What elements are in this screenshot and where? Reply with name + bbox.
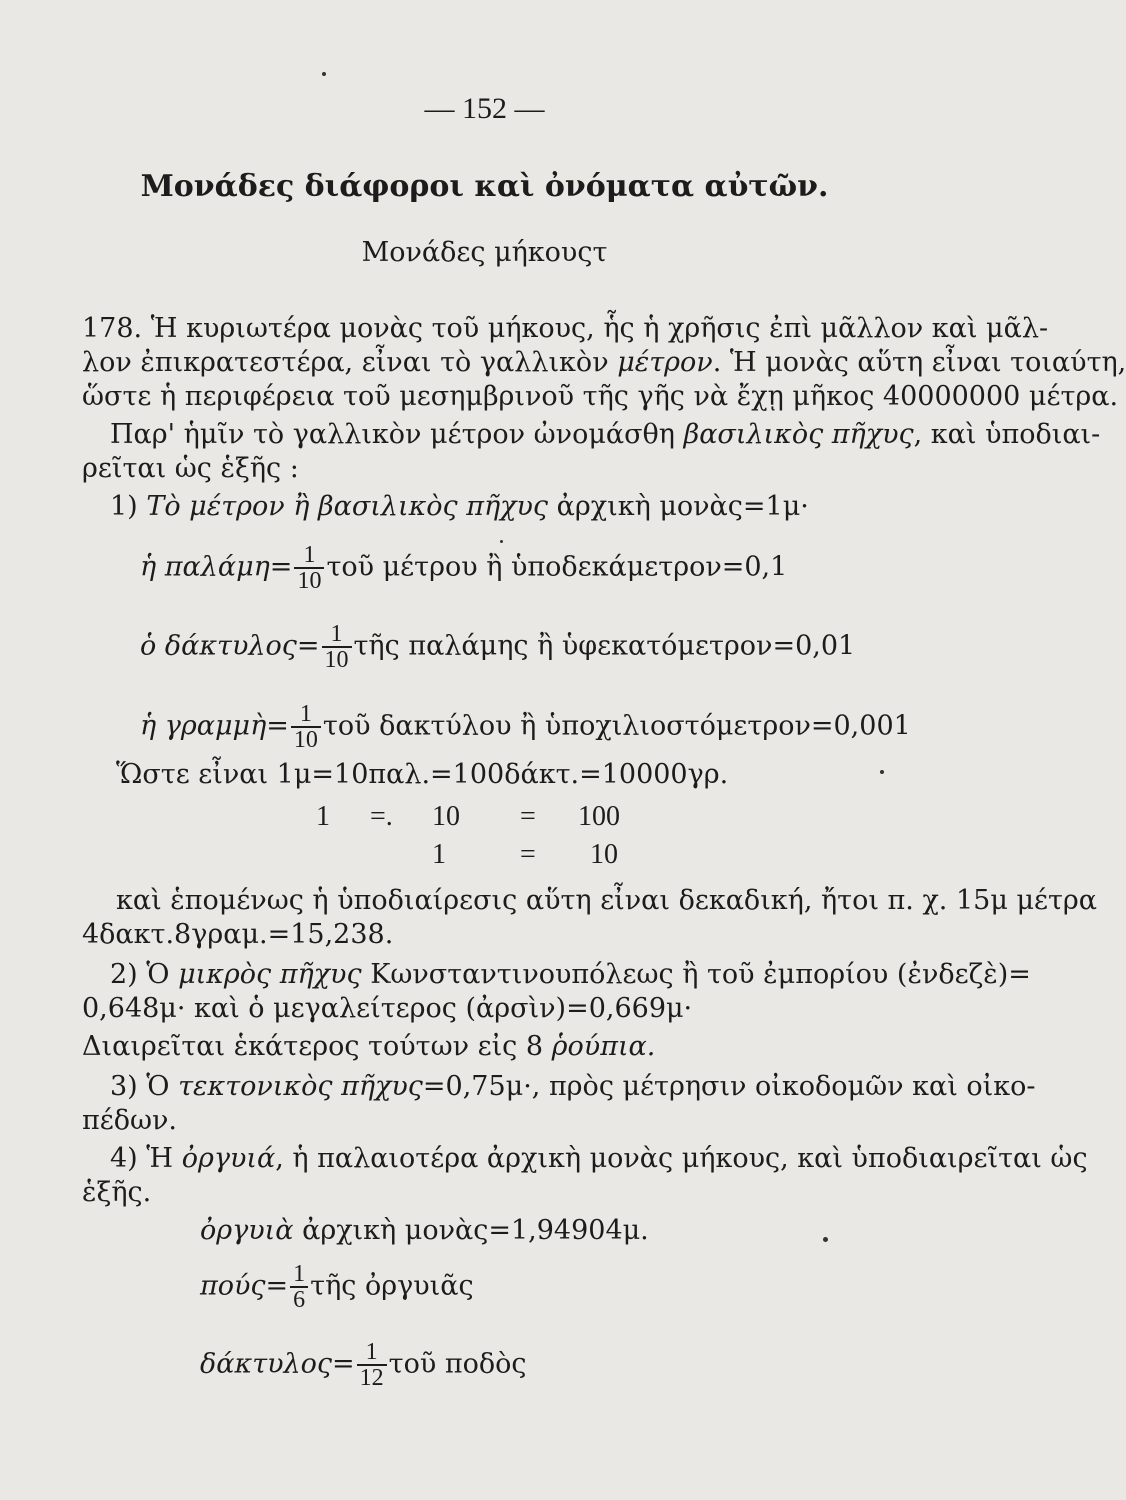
pous-equation (200, 1262, 474, 1312)
pous-rhs: τῆς ὀργυιᾶς (310, 1270, 474, 1302)
par-text: Παρ' ἡμῖν τὸ γαλλικὸν μέτρον ὠνομάσθη (110, 419, 675, 450)
daktylos2-lhs: δάκτυλος= (200, 1348, 355, 1380)
daktylos-equation (140, 622, 855, 672)
table-r1-c4: = (520, 801, 536, 832)
p178-line-2 (82, 346, 1126, 380)
par-line-2: ρεῖται ὡς ἑξῆς : (82, 453, 299, 484)
palami-rhs: τοῦ μέτρου ἢ ὑποδεκάμετρον=0,1 (326, 551, 788, 583)
item3-line-2: πέδων. (82, 1105, 178, 1136)
item4-line-2: ἑξῆς. (82, 1177, 152, 1208)
table-r2-c2: = (520, 839, 536, 870)
palami-denominator: 10 (294, 567, 324, 593)
palami-lhs: ἡ παλάμη= (140, 551, 293, 583)
item1-value: ἀρχικὴ μονὰς=1μ· (556, 491, 809, 522)
table-r1-c2: =. (370, 801, 393, 832)
p178-line-1: 178. Ἡ κυριωτέρα μονὰς τοῦ μήκους, ἧς ἡ χρῆσις ἐπὶ μᾶλλον καὶ μᾶλ- (82, 313, 1049, 344)
daktylos-numerator: 1 (330, 621, 343, 647)
pous-lhs: πούς= (200, 1270, 289, 1302)
item1-number: 1) (110, 491, 138, 522)
scan-speck (500, 540, 503, 543)
p178-text: λον ἐπικρατεστέρα, εἶναι τὸ γαλλικὸν (82, 347, 609, 378)
item4-line-1 (110, 1142, 1088, 1176)
item3-text: =0,75μ·, πρὸς μέτρησιν οἰκοδομῶν καὶ οἰκο- (422, 1071, 1036, 1102)
palami-fraction (294, 543, 324, 593)
daktylos2-denominator: 12 (357, 1364, 387, 1390)
item2-text-3: Διαιρεῖται ἑκάτερος τούτων εἰς 8 (82, 1031, 544, 1062)
daktylos2-fraction (357, 1340, 387, 1390)
par-term-pichys: βασιλικὸς πῆχυς (683, 419, 914, 450)
grammi-rhs: τοῦ δακτύλου ἢ ὑποχιλιοστόμετρον=0,001 (322, 710, 911, 742)
grammi-equation (140, 702, 911, 752)
par-line-1 (110, 418, 1101, 452)
grammi-lhs: ἡ γραμμὴ= (140, 710, 289, 742)
table-r1-c5: 100 (578, 801, 620, 832)
item2-term: μικρὸς πῆχυς (178, 959, 362, 990)
item1-term: Τὸ μέτρον ἢ βασιλικὸς πῆχυς (146, 491, 549, 522)
item2-number: 2) Ὁ (110, 959, 170, 990)
daktylos2-rhs: τοῦ ποδὸς (388, 1348, 527, 1380)
orgyia-term: ὀργυιὰ (200, 1215, 294, 1246)
kai-line-2: 4δακτ.8γραμ.=15,238. (82, 919, 394, 950)
item2-term-roupia: ῥούπια. (551, 1031, 656, 1062)
scan-speck (880, 770, 884, 774)
palami-equation (140, 543, 787, 593)
item2-line-1 (110, 958, 1031, 992)
scan-speck (322, 72, 326, 76)
section-title: Μονάδες διάφοροι καὶ ὀνόματα αὐτῶν. (140, 169, 829, 204)
pous-numerator: 1 (293, 1261, 306, 1287)
item4-text: , ἡ παλαιοτέρα ἀρχικὴ μονὰς μήκους, καὶ ὑποδιαιρεῖται ὡς (275, 1143, 1088, 1174)
pous-denominator: 6 (290, 1286, 308, 1312)
equivalence-line: Ὥστε εἶναι 1μ=10παλ.=100δάκτ.=10000γρ. (116, 759, 729, 790)
table-r2-c3: 10 (590, 839, 618, 870)
daktylos-fraction (322, 622, 352, 672)
daktylos2-equation (200, 1340, 527, 1390)
orgyia-value: ἀρχικὴ μονὰς=1,94904μ. (302, 1215, 649, 1246)
pous-fraction (290, 1262, 308, 1312)
par-text-2: , καὶ ὑποδιαι- (913, 419, 1101, 450)
p178-text-2: . Ἡ μονὰς αὕτη εἶναι τοιαύτη, (712, 347, 1126, 378)
item3-term: τεκτονικὸς πῆχυς (178, 1071, 423, 1102)
p178-term-metron: μέτρον (617, 347, 713, 378)
table-r1-c3: 10 (432, 801, 460, 832)
item2-text: Κωνσταντινουπόλεως ἢ τοῦ ἐμπορίου (ἐνδεζὲ)= (370, 959, 1031, 990)
item4-term: ὀργυιά (181, 1143, 276, 1174)
item2-line-2: 0,648μ· καὶ ὁ μεγαλείτερος (ἀρσὶν)=0,669μ· (82, 993, 693, 1024)
kai-line-1: καὶ ἑπομένως ἡ ὑποδιαίρεσις αὕτη εἶναι δεκαδική, ἤτοι π. χ. 15μ μέτρα (116, 885, 1098, 916)
daktylos-rhs: τῆς παλάμης ἢ ὑφεκατόμετρον=0,01 (353, 630, 856, 662)
grammi-fraction (291, 702, 321, 752)
grammi-denominator: 10 (291, 726, 321, 752)
item2-line-3 (82, 1030, 655, 1064)
page-number: — 152 — (424, 92, 545, 125)
scan-speck (823, 1237, 828, 1242)
section-subtitle: Μονάδες μήκουςτ (361, 237, 608, 268)
item4-number: 4) Ἡ (110, 1143, 174, 1174)
item3-line-1 (110, 1070, 1036, 1104)
p178-line-3: ὥστε ἡ περιφέρεια τοῦ μεσημβρινοῦ τῆς γῆς νὰ ἔχῃ μῆκος 40000000 μέτρα. (82, 381, 1119, 412)
item3-number: 3) Ὁ (110, 1071, 170, 1102)
orgyia-line (200, 1214, 649, 1248)
daktylos2-numerator: 1 (365, 1339, 378, 1365)
grammi-numerator: 1 (299, 701, 312, 727)
daktylos-denominator: 10 (322, 646, 352, 672)
table-r1-c1: 1 (316, 801, 330, 832)
table-r2-c1: 1 (432, 839, 446, 870)
palami-numerator: 1 (303, 542, 316, 568)
daktylos-lhs: ὁ δάκτυλος= (140, 630, 320, 662)
item1-line (110, 490, 809, 524)
